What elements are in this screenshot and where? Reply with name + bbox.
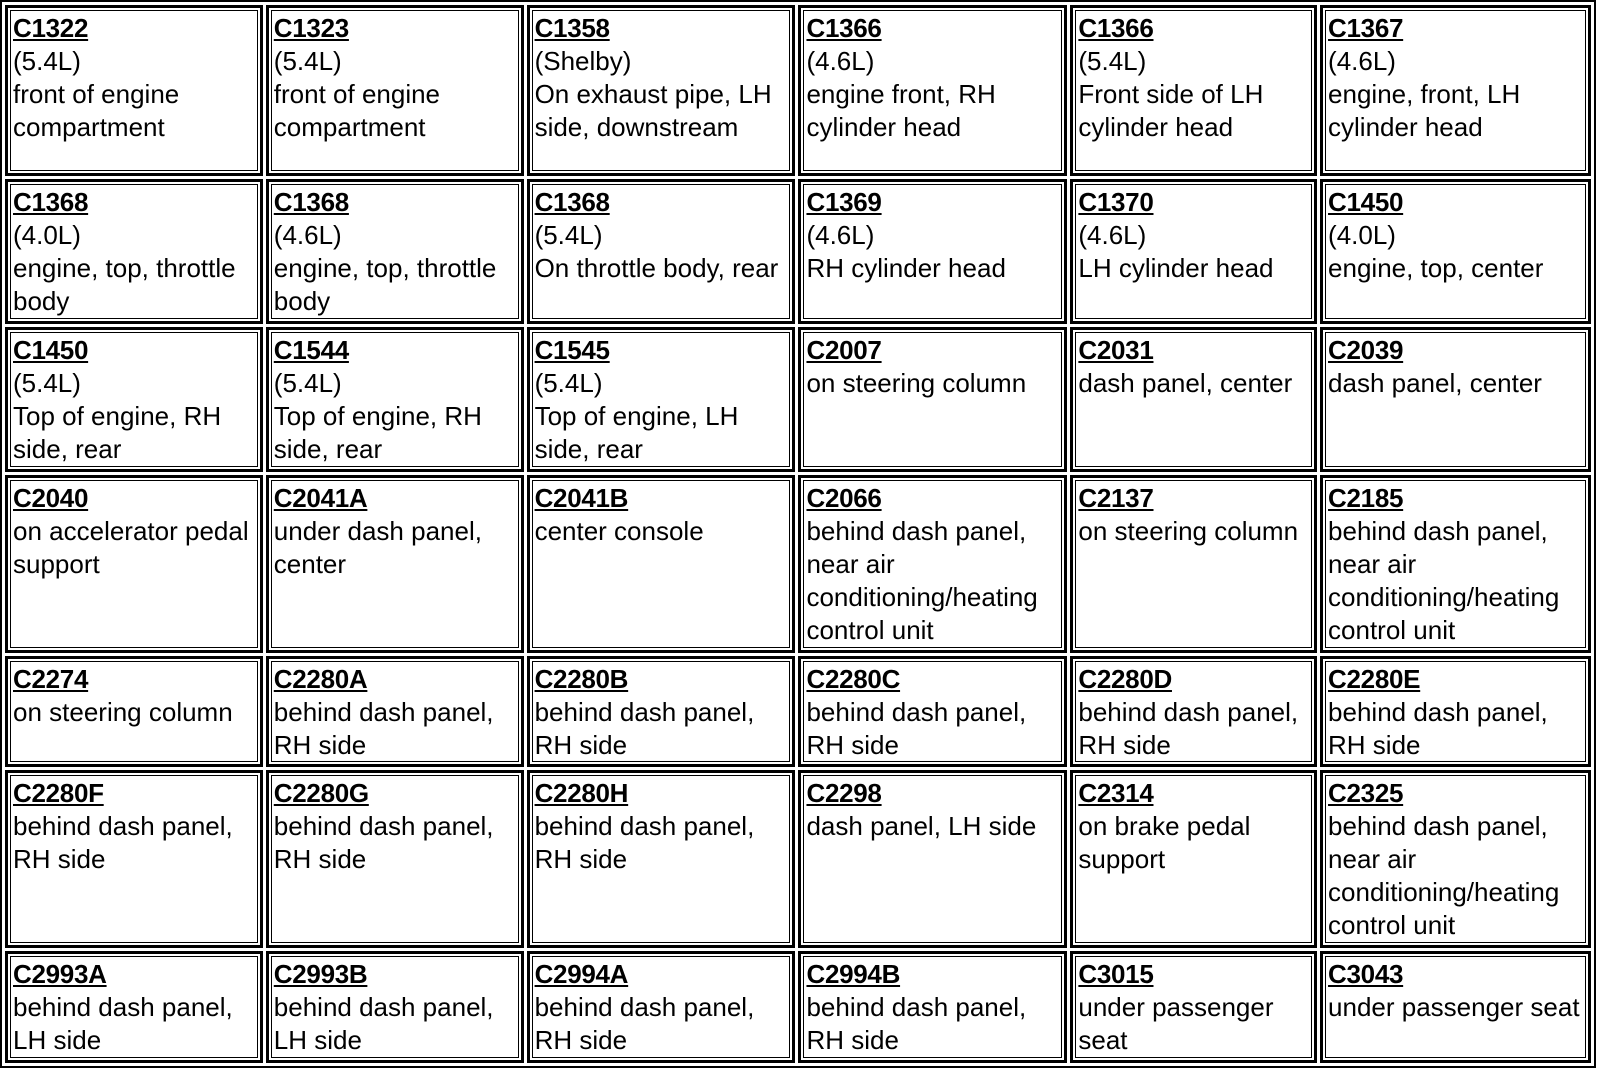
connector-cell: [527, 951, 796, 1063]
engine-variant: (4.0L): [13, 219, 81, 250]
connector-code: C1368: [13, 186, 89, 217]
connector-cell: [5, 179, 263, 324]
connector-cell: [798, 770, 1067, 948]
connector-cell: [1320, 770, 1591, 948]
connector-code: C1368: [534, 186, 610, 217]
connector-cell: [5, 770, 263, 948]
connector-location: engine front, RH cylinder head: [806, 79, 1004, 142]
engine-variant: (5.4L): [1078, 46, 1147, 76]
connector-location: dash panel, LH side: [806, 811, 1037, 842]
connector-location: under dash panel, center: [273, 515, 490, 579]
connector-cell: [1320, 475, 1591, 653]
connector-location: under passenger seat: [1078, 992, 1281, 1056]
connector-code: C2298: [806, 778, 882, 809]
connector-location: engine, top, throttle body: [13, 252, 243, 316]
connector-cell: [798, 5, 1067, 176]
connector-cell: [527, 475, 796, 653]
table-row: [5, 179, 1591, 324]
connector-cell: [1070, 951, 1317, 1063]
connector-code: C2280C: [806, 663, 901, 694]
connector-code: C2007: [806, 334, 882, 365]
connector-cell: [798, 951, 1067, 1063]
connector-location: front of engine compartment: [273, 79, 448, 142]
table-row: [5, 770, 1591, 948]
connector-code: C1358: [534, 13, 610, 43]
connector-location: behind dash panel, near air conditioning/heating control unit: [806, 515, 1045, 645]
connector-location: on steering column: [1078, 515, 1299, 546]
connector-location: LH cylinder head: [1078, 252, 1274, 283]
engine-variant: (4.0L): [1328, 219, 1396, 250]
connector-location: behind dash panel, LH side: [273, 992, 501, 1056]
connector-code: C1450: [13, 334, 89, 365]
connector-code: C2994A: [534, 959, 629, 990]
connector-location: on steering column: [806, 367, 1027, 398]
connector-location: center console: [534, 515, 704, 546]
connector-cell: [1070, 179, 1317, 324]
connector-location: behind dash panel, LH side: [13, 992, 240, 1056]
connector-location: behind dash panel, RH side: [273, 696, 501, 760]
connector-cell: [527, 179, 796, 324]
connector-location: engine, top, center: [1328, 252, 1544, 283]
connector-cell: [1070, 770, 1317, 948]
connector-cell: [266, 179, 524, 324]
table-row: [5, 656, 1591, 768]
connector-location: dash panel, center: [1078, 367, 1293, 398]
connector-cell: [798, 475, 1067, 653]
connector-location: On throttle body, rear: [534, 252, 779, 283]
table-row: [5, 327, 1591, 472]
connector-code: C2314: [1078, 778, 1154, 809]
connector-code: C2280F: [13, 778, 104, 809]
connector-location: behind dash panel, RH side: [534, 696, 762, 760]
connector-location: Top of engine, LH side, rear: [534, 400, 746, 464]
connector-cell: [1070, 327, 1317, 472]
engine-variant: (5.4L): [13, 46, 81, 76]
engine-variant: (4.6L): [273, 219, 342, 250]
connector-code: C1369: [806, 186, 882, 217]
connector-location: front of engine compartment: [13, 79, 187, 142]
connector-code: C1544: [273, 334, 349, 365]
table-row: [5, 5, 1591, 176]
connector-code: C2066: [806, 482, 882, 513]
connector-code: C2993B: [273, 959, 368, 990]
engine-variant: (4.6L): [1328, 46, 1396, 76]
connector-cell: [266, 656, 524, 768]
engine-variant: (5.4L): [534, 219, 603, 250]
connector-location: dash panel, center: [1328, 367, 1542, 398]
connector-code: C2993A: [13, 959, 107, 990]
connector-location: behind dash panel, near air conditioning/heating control unit: [1328, 515, 1567, 645]
connector-location: behind dash panel, RH side: [273, 811, 501, 875]
connector-location: behind dash panel, near air conditioning/heating control unit: [1328, 811, 1567, 941]
connector-code: C2994B: [806, 959, 901, 990]
connector-location: on accelerator pedal support: [13, 515, 256, 579]
connector-code: C2280B: [534, 663, 629, 694]
connector-code: C1545: [534, 334, 610, 365]
engine-variant: (4.6L): [1078, 219, 1147, 250]
connector-code: C2137: [1078, 482, 1154, 513]
table-body: [5, 5, 1591, 1063]
connector-cell: [266, 951, 524, 1063]
engine-variant: (5.4L): [13, 367, 81, 398]
connector-code: C1323: [273, 13, 349, 43]
connector-code: C2041A: [273, 482, 368, 513]
connector-cell: [5, 5, 263, 176]
connector-cell: [266, 475, 524, 653]
engine-variant: (5.4L): [534, 367, 603, 398]
connector-cell: [798, 327, 1067, 472]
connector-cell: [1320, 5, 1591, 176]
connector-code: C2325: [1328, 778, 1404, 809]
connector-cell: [5, 327, 263, 472]
connector-code: C2039: [1328, 334, 1404, 365]
connector-cell: [798, 179, 1067, 324]
connector-location: behind dash panel, RH side: [534, 992, 762, 1056]
connector-code: C1370: [1078, 186, 1154, 217]
engine-variant: (4.6L): [806, 219, 875, 250]
connector-code: C2280E: [1328, 663, 1421, 694]
engine-variant: (5.4L): [273, 367, 342, 398]
connector-cell: [798, 656, 1067, 768]
connector-cell: [527, 770, 796, 948]
connector-code: C1366: [806, 13, 882, 43]
connector-code: C2031: [1078, 334, 1154, 365]
connector-code: C1368: [273, 186, 349, 217]
connector-location: Top of engine, RH side, rear: [13, 400, 229, 464]
connector-code: C2040: [13, 482, 89, 513]
connector-cell: [5, 475, 263, 653]
connector-location: Top of engine, RH side, rear: [273, 400, 490, 464]
connector-cell: [527, 656, 796, 768]
connector-code: C2185: [1328, 482, 1404, 513]
connector-cell: [1320, 951, 1591, 1063]
connector-code: C2274: [13, 663, 89, 694]
connector-location: on brake pedal support: [1078, 811, 1258, 875]
connector-cell: [1320, 656, 1591, 768]
connector-cell: [527, 327, 796, 472]
connector-location: on steering column: [13, 696, 233, 727]
connector-location: RH cylinder head: [806, 252, 1006, 283]
connector-cell: [5, 951, 263, 1063]
connector-cell: [1070, 475, 1317, 653]
connector-location: behind dash panel, RH side: [1328, 696, 1556, 760]
engine-variant: (Shelby): [534, 46, 632, 76]
connector-code: C3043: [1328, 959, 1404, 990]
connector-code: C1366: [1078, 13, 1154, 43]
connector-cell: [1320, 179, 1591, 324]
connector-code: C2041B: [534, 482, 629, 513]
connector-location: behind dash panel, RH side: [1078, 696, 1306, 760]
connector-code: C1367: [1328, 13, 1404, 43]
connector-code: C2280A: [273, 663, 368, 694]
connector-location: Front side of LH cylinder head: [1078, 79, 1271, 142]
connector-code: C3015: [1078, 959, 1154, 990]
connector-cell: [5, 656, 263, 768]
connector-location: under passenger seat: [1328, 992, 1580, 1023]
connector-location: engine, front, LH cylinder head: [1328, 79, 1528, 142]
connector-location: engine, top, throttle body: [273, 252, 504, 316]
connector-code: C2280G: [273, 778, 369, 809]
connector-code: C1450: [1328, 186, 1404, 217]
connector-location: behind dash panel, RH side: [806, 696, 1034, 760]
connector-cell: [1070, 5, 1317, 176]
connector-location: behind dash panel, RH side: [534, 811, 762, 875]
connector-code: C2280H: [534, 778, 629, 809]
table-row: [5, 951, 1591, 1063]
connector-code: C1322: [13, 13, 89, 43]
connector-cell: [1070, 656, 1317, 768]
connector-location: behind dash panel, RH side: [13, 811, 240, 875]
engine-variant: (4.6L): [806, 46, 875, 76]
connector-cell: [1320, 327, 1591, 472]
engine-variant: (5.4L): [273, 46, 342, 76]
connector-cell: [266, 327, 524, 472]
connector-cell: [266, 5, 524, 176]
table-row: [5, 475, 1591, 653]
connector-location: behind dash panel, RH side: [806, 992, 1034, 1056]
connector-location: On exhaust pipe, LH side, downstream: [534, 79, 779, 142]
connector-code: C2280D: [1078, 663, 1172, 694]
connector-cell: [527, 5, 796, 176]
connector-cell: [266, 770, 524, 948]
